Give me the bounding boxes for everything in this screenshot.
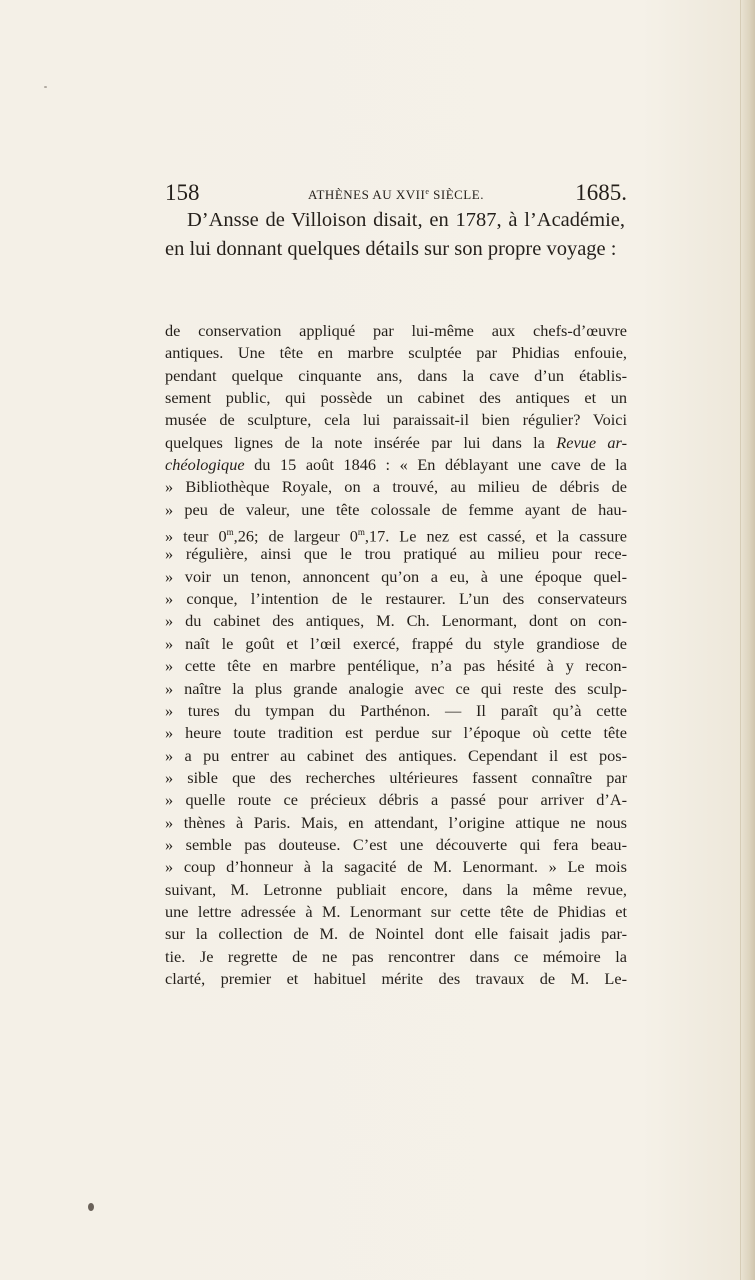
text-line: » naît le goût et l’œil exercé, frappé du style grandiose de (165, 633, 627, 653)
text-line: sement public, qui possède un cabinet des antiques et un (165, 388, 627, 408)
text-line (165, 454, 627, 476)
text-line: antiques. Une tête en marbre sculptée par Phidias enfouie, (165, 343, 627, 363)
ink-speck (88, 1203, 94, 1211)
text-line: une lettre adressée à M. Lenormant sur cette tête de Phidias et (165, 901, 627, 921)
running-title-main: ATHÈNES AU XVII (308, 187, 426, 202)
text-line: » sible que des recherches ultérieures fassent connaître par (165, 767, 627, 787)
intro-paragraph: D’Ansse de Villoison disait, en 1787, à l’Académie, en lui donnant quelques détails sur son propre voyage : (165, 209, 625, 260)
text-segment: du 15 août 1846 : « En déblayant une cave de la (244, 455, 627, 475)
text-line: » régulière, ainsi que le trou pratiqué au milieu pour rece- (165, 544, 627, 564)
text-line (165, 521, 628, 546)
text-line: » du cabinet des antiques, M. Ch. Lenormant, dont on con- (165, 611, 627, 631)
page-number: 158 (165, 180, 200, 205)
text-segment: ,26; de largeur 0 (233, 526, 358, 546)
text-line: » naître la plus grande analogie avec ce qui reste des sculp- (165, 678, 627, 698)
text-line: » tures du tympan du Parthénon. — Il paraît qu’à cette (165, 700, 627, 720)
text-line: pendant quelque cinquante ans, dans la cave d’un établis- (165, 365, 627, 385)
text-line: » thènes à Paris. Mais, en attendant, l’origine attique ne nous (165, 812, 627, 832)
text-segment: ,17. Le nez est cassé, et la cassure (364, 526, 628, 546)
running-title (165, 187, 627, 203)
ink-speck (44, 86, 47, 88)
text-line: » cette tête en marbre pentélique, n’a pas hésité à y recon- (165, 656, 627, 676)
text-line: » quelle route ce précieux débris a passé pour arriver d’A- (165, 790, 627, 810)
body-text (165, 320, 627, 990)
running-title-sup: e (425, 187, 430, 196)
running-year: 1685. (575, 180, 627, 205)
text-segment: » teur 0 (165, 526, 227, 546)
text-line: » conque, l’intention de le restaurer. L’un des conservateurs (165, 589, 627, 609)
text-line: » Bibliothèque Royale, on a trouvé, au milieu de débris de (165, 477, 627, 497)
text-line (165, 432, 627, 454)
italic-title: Revue ar- (556, 432, 627, 452)
text-line: de conservation appliqué par lui-même aux chefs-d’œuvre (165, 321, 627, 340)
text-line: tie. Je regrette de ne pas rencontrer dans ce mémoire la (165, 946, 627, 966)
text-line: suivant, M. Letronne publiait encore, dans la même revue, (165, 879, 627, 899)
text-line: » semble pas douteuse. C’est une découverte qui fera beau- (165, 834, 627, 854)
text-line: sur la collection de M. de Nointel dont elle faisait jadis par- (165, 924, 627, 944)
text-line: » a pu entrer au cabinet des antiques. Cependant il est pos- (165, 745, 627, 765)
text-line: » peu de valeur, une tête colossale de femme ayant de hau- (165, 499, 627, 519)
text-line: » coup d’honneur à la sagacité de M. Lenormant. » Le mois (165, 857, 627, 877)
text-line: musée de sculpture, cela lui paraissait-il bien régulier? Voici (165, 410, 627, 430)
unit-sup: m (226, 527, 234, 538)
running-title-end: SIÈCLE. (429, 187, 484, 202)
text-segment: quelques lignes de la note insérée par lui dans la (165, 432, 545, 452)
text-line: » voir un tenon, annoncent qu’on a eu, à une époque quel- (165, 566, 627, 586)
italic-title: chéologique (165, 455, 245, 475)
unit-sup: m (357, 527, 365, 538)
text-line: » heure toute tradition est perdue sur l’époque où cette tête (165, 723, 627, 743)
page-edge (740, 0, 755, 1280)
text-line: clarté, premier et habituel mérite des travaux de M. Le- (165, 968, 627, 988)
